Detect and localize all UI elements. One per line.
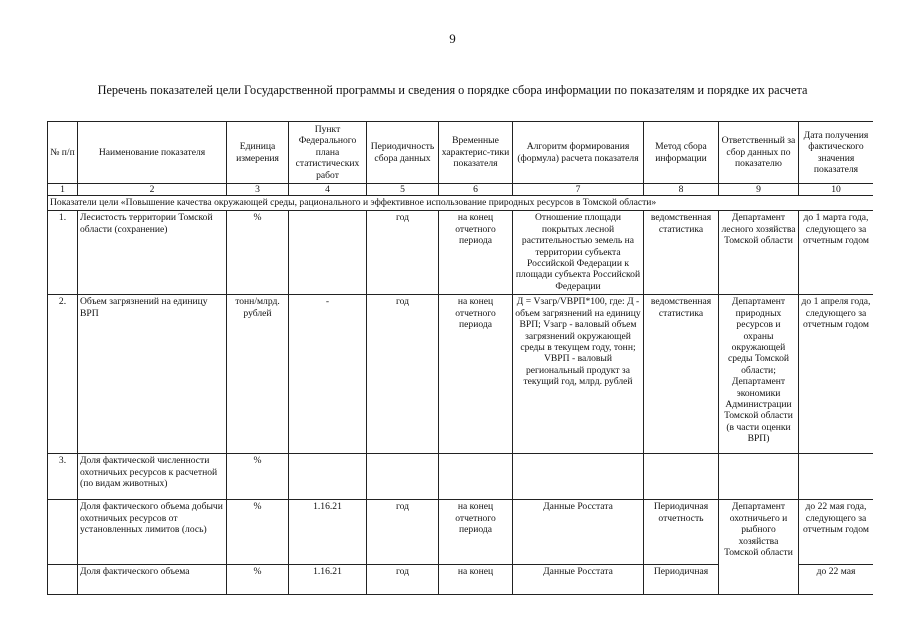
table-row <box>48 454 874 500</box>
unit-cell: % <box>227 565 289 595</box>
column-number: 5 <box>367 184 439 196</box>
time-characteristics-cell: на конец отчетного периода <box>439 295 513 454</box>
algorithm-cell: Отношение площади покрытых лесной растительностью земель на территории субъекта Российской Федерации к площади субъекта Российской Федерации <box>513 211 644 295</box>
header-cell-method: Метод сбора информации <box>644 122 719 184</box>
column-number: 7 <box>513 184 644 196</box>
method-cell: ведомственная статистика <box>644 295 719 454</box>
date-cell: до 1 марта года, следующего за отчетным годом <box>799 211 874 295</box>
table-row <box>48 500 874 565</box>
row-number: 1. <box>48 211 78 295</box>
date-cell: до 22 мая <box>799 565 874 595</box>
indicators-table-container <box>47 121 873 640</box>
method-cell <box>644 454 719 500</box>
algorithm-cell: Данные Росстата <box>513 565 644 595</box>
unit-cell: тонн/млрд. рублей <box>227 295 289 454</box>
method-cell: Периодичная отчетность <box>644 500 719 565</box>
column-number-row <box>48 184 874 196</box>
periodicity-cell: год <box>367 500 439 565</box>
time-characteristics-cell: на конец <box>439 565 513 595</box>
column-number: 10 <box>799 184 874 196</box>
date-cell: до 1 апреля года, следующего за отчетным годом <box>799 295 874 454</box>
responsible-cell: Департамент лесного хозяйства Томской области <box>719 211 799 295</box>
plan-item-cell: 1.16.21 <box>289 565 367 595</box>
periodicity-cell: год <box>367 211 439 295</box>
goal-row <box>48 196 874 211</box>
plan-item-cell: - <box>289 295 367 454</box>
indicator-name: Лесистость территории Томской области (сохранение) <box>78 211 227 295</box>
responsible-cell <box>719 454 799 500</box>
time-characteristics-cell <box>439 454 513 500</box>
header-cell-number: № п/п <box>48 122 78 184</box>
method-cell: ведомственная статистика <box>644 211 719 295</box>
header-cell-plan-item: Пункт Федерального плана статистических работ <box>289 122 367 184</box>
indicator-name: Доля фактической численности охотничьих ресурсов к расчетной (по видам животных) <box>78 454 227 500</box>
algorithm-cell <box>513 454 644 500</box>
algorithm-cell: Д = Vзагр/VВРП*100, где: Д - объем загрязнений на единицу ВРП; Vзагр - валовый объем загрязнений окружающей среды в текущем году, тонн; VВРП - валовый региональный продукт за текущий год, млрд. рублей <box>513 295 644 454</box>
column-number: 6 <box>439 184 513 196</box>
date-cell: до 22 мая года, следующего за отчетным годом <box>799 500 874 565</box>
unit-cell: % <box>227 500 289 565</box>
indicator-name: Доля фактического объема <box>78 565 227 595</box>
row-number: 3. <box>48 454 78 500</box>
column-number: 1 <box>48 184 78 196</box>
responsible-cell: Департамент природных ресурсов и охраны окружающей среды Томской области; Департамент экономики Администрации Томской области (в части оценки ВРП) <box>719 295 799 454</box>
indicators-table <box>47 121 873 595</box>
plan-item-cell: 1.16.21 <box>289 500 367 565</box>
header-cell-name: Наименование показателя <box>78 122 227 184</box>
row-number: 2. <box>48 295 78 454</box>
header-cell-responsible: Ответственный за сбор данных по показателю <box>719 122 799 184</box>
column-number: 9 <box>719 184 799 196</box>
time-characteristics-cell: на конец отчетного периода <box>439 211 513 295</box>
indicator-name: Доля фактического объема добычи охотничьих ресурсов от установленных лимитов (лось) <box>78 500 227 565</box>
header-cell-algorithm: Алгоритм формирования (формула) расчета показателя <box>513 122 644 184</box>
plan-item-cell <box>289 454 367 500</box>
header-cell-periodicity: Периодичность сбора данных <box>367 122 439 184</box>
column-number: 2 <box>78 184 227 196</box>
unit-cell: % <box>227 454 289 500</box>
responsible-cell: Департамент охотничьего и рыбного хозяйства Томской области <box>719 500 799 595</box>
header-cell-time-characteristics: Временные характерис-тики показателя <box>439 122 513 184</box>
table-row <box>48 211 874 295</box>
plan-item-cell <box>289 211 367 295</box>
page-number: 9 <box>449 31 456 46</box>
column-number: 4 <box>289 184 367 196</box>
row-number <box>48 565 78 595</box>
indicator-name: Объем загрязнений на единицу ВРП <box>78 295 227 454</box>
column-number: 8 <box>644 184 719 196</box>
method-cell: Периодичная <box>644 565 719 595</box>
column-number: 3 <box>227 184 289 196</box>
goal-row-label: Показатели цели «Повышение качества окружающей среды, рационального и эффективное использование природных ресурсов в Томской области» <box>48 196 874 211</box>
time-characteristics-cell: на конец отчетного периода <box>439 500 513 565</box>
date-cell <box>799 454 874 500</box>
unit-cell: % <box>227 211 289 295</box>
table-row <box>48 295 874 454</box>
row-number <box>48 500 78 565</box>
algorithm-cell: Данные Росстата <box>513 500 644 565</box>
periodicity-cell <box>367 454 439 500</box>
header-cell-unit: Единица измерения <box>227 122 289 184</box>
document-title: Перечень показателей цели Государственной программы и сведения о порядке сбора информации по показателям и порядке их расчета <box>97 83 808 97</box>
periodicity-cell: год <box>367 565 439 595</box>
header-cell-date: Дата получения фактического значения показателя <box>799 122 874 184</box>
table-header-row <box>48 122 874 184</box>
periodicity-cell: год <box>367 295 439 454</box>
